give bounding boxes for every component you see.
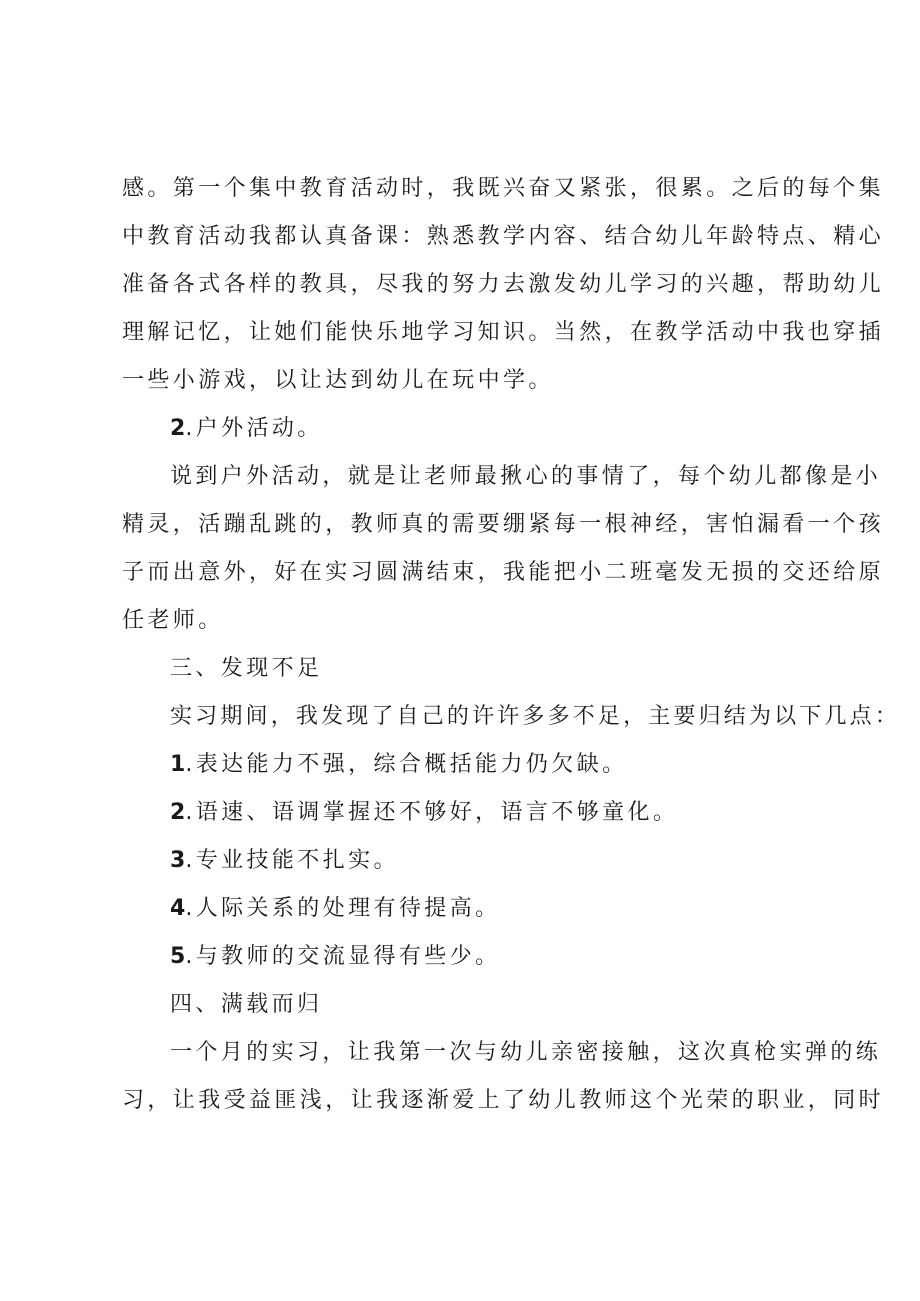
section-heading-4: 四、满载而归 [170,992,323,1017]
item-number: 2 [170,416,186,441]
item-text: .表达能力不强，综合概括能力仍欠缺。 [185,752,628,777]
paragraph-3: 实习期间，我发现了自己的许许多多不足，主要归结为以下几点： [170,704,900,729]
paragraph-2-line-2: 精灵，活蹦乱跳的，教师真的需要绷紧每一根神经，害怕漏看一个孩 [122,512,885,537]
paragraph-1-line-2: 中教育活动我都认真备课：熟悉教学内容、结合幼儿年龄特点、精心 [122,224,885,249]
paragraph-1-line-4: 理解记忆，让她们能快乐地学习知识。当然，在教学活动中我也穿插 [122,320,885,345]
item-number: 4 [170,896,186,921]
shortcoming-item-1 [170,750,628,780]
item-number: 2 [170,800,186,825]
paragraph-1-line-1: 感。第一个集中教育活动时，我既兴奋又紧张，很累。之后的每个集 [122,176,885,201]
section-heading-3: 三、发现不足 [170,656,323,681]
shortcoming-item-3 [170,846,399,876]
shortcoming-item-2 [170,798,678,828]
shortcoming-item-5 [170,942,501,972]
paragraph-2-line-4: 任老师。 [122,608,224,633]
item-outdoor-activity [170,414,323,444]
shortcoming-item-4 [170,894,501,924]
paragraph-2-line-1: 说到户外活动，就是让老师最揪心的事情了，每个幼儿都像是小 [170,464,882,489]
item-number: 5 [170,944,186,969]
item-number: 1 [170,752,186,777]
item-number: 3 [170,848,186,873]
item-text: .专业技能不扎实。 [185,848,399,873]
paragraph-4-line-2: 习，让我受益匪浅，让我逐渐爱上了幼儿教师这个光荣的职业，同时 [122,1088,885,1113]
paragraph-2-line-3: 子而出意外，好在实习圆满结束，我能把小二班毫发无损的交还给原 [122,560,885,585]
item-text: .人际关系的处理有待提高。 [185,896,501,921]
item-text: .语速、语调掌握还不够好，语言不够童化。 [185,800,679,825]
item-text: .与教师的交流显得有些少。 [185,944,501,969]
item-text: .户外活动。 [185,416,323,441]
paragraph-1-line-3: 准备各式各样的教具，尽我的努力去激发幼儿学习的兴趣，帮助幼儿 [122,272,885,297]
paragraph-1-line-5: 一些小游戏，以让达到幼儿在玩中学。 [122,368,554,393]
paragraph-4-line-1: 一个月的实习，让我第一次与幼儿亲密接触，这次真枪实弹的练 [170,1040,882,1065]
